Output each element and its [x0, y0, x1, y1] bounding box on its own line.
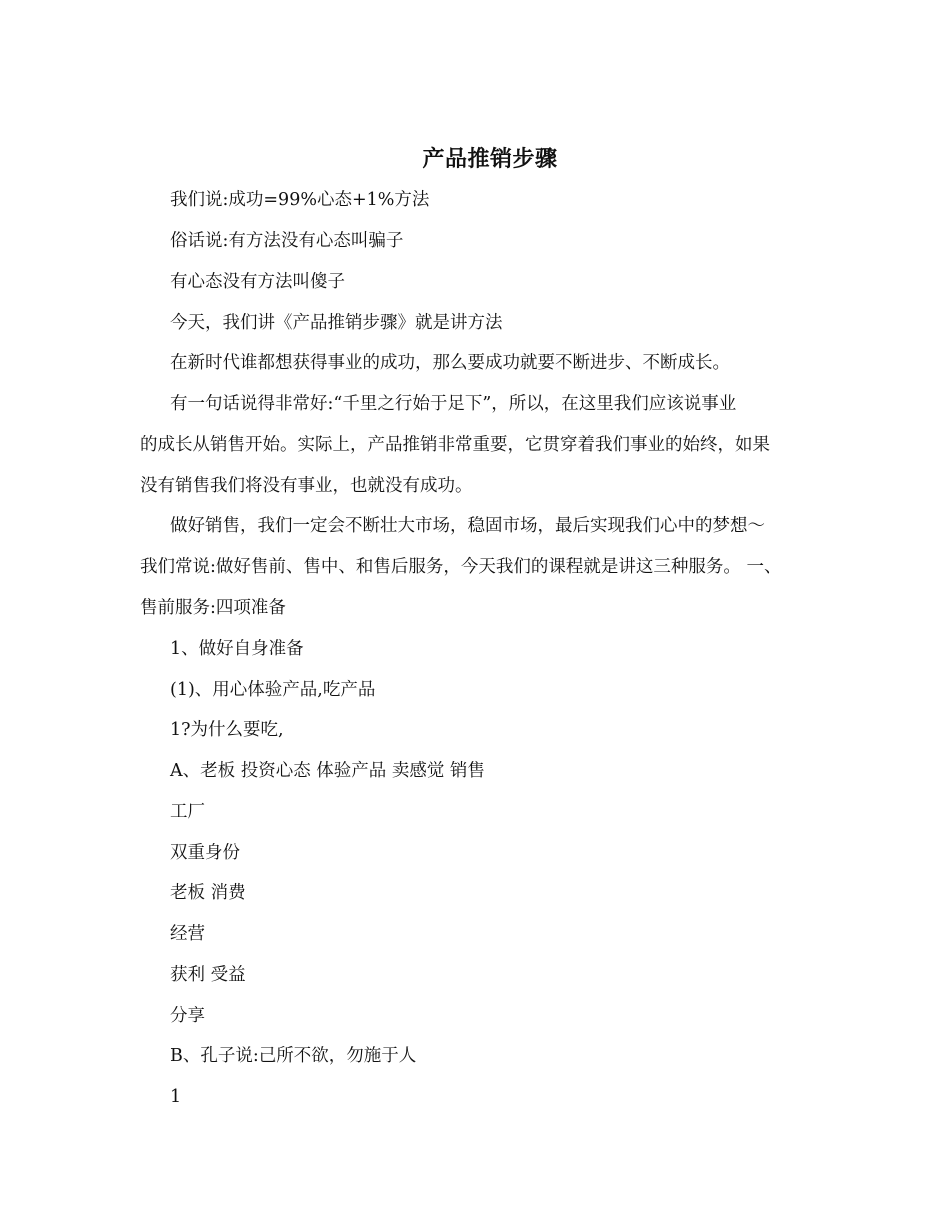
text-line: 老板 消费: [170, 883, 246, 903]
text-line: 分享: [170, 1006, 205, 1026]
text-line: 1?为什么要吃,: [170, 720, 284, 740]
text-line: 售前服务:四项准备: [140, 598, 286, 618]
text-line: 1、做好自身准备: [170, 639, 304, 659]
text-line: (1)、用心体验产品,吃产品: [170, 680, 376, 700]
text-line: 俗话说:有方法没有心态叫骗子: [170, 231, 404, 251]
text-line: 我们常说:做好售前、售中、和售后服务，今天我们的课程就是讲这三种服务。 一、: [140, 557, 782, 577]
page-number: 1: [170, 1087, 182, 1107]
text-line: 获利 受益: [170, 965, 246, 985]
text-line: B、孔子说:己所不欲，勿施于人: [170, 1046, 417, 1066]
text-line: 没有销售我们将没有事业，也就没有成功。: [140, 476, 473, 496]
text-line: 双重身份: [170, 843, 240, 863]
text-line: 我们说:成功=99%心态+1%方法: [170, 190, 430, 210]
document-title: 产品推销步骤: [422, 146, 558, 172]
text-line: 今天，我们讲《产品推销步骤》就是讲方法: [170, 313, 503, 333]
text-line: 做好销售，我们一定会不断壮大市场，稳固市场，最后实现我们心中的梦想～: [170, 516, 765, 536]
text-line: 有一句话说得非常好:“千里之行始于足下”，所以，在这里我们应该说事业: [170, 394, 737, 414]
text-line: 的成长从销售开始。实际上，产品推销非常重要，它贯穿着我们事业的始终，如果: [140, 435, 770, 455]
text-line: 有心态没有方法叫傻子: [170, 272, 345, 292]
text-line: 经营: [170, 924, 205, 944]
text-line: A、老板 投资心态 体验产品 卖感觉 销售: [170, 761, 485, 781]
text-line: 工厂: [170, 802, 205, 822]
text-line: 在新时代谁都想获得事业的成功，那么要成功就要不断进步、不断成长。: [170, 353, 730, 373]
